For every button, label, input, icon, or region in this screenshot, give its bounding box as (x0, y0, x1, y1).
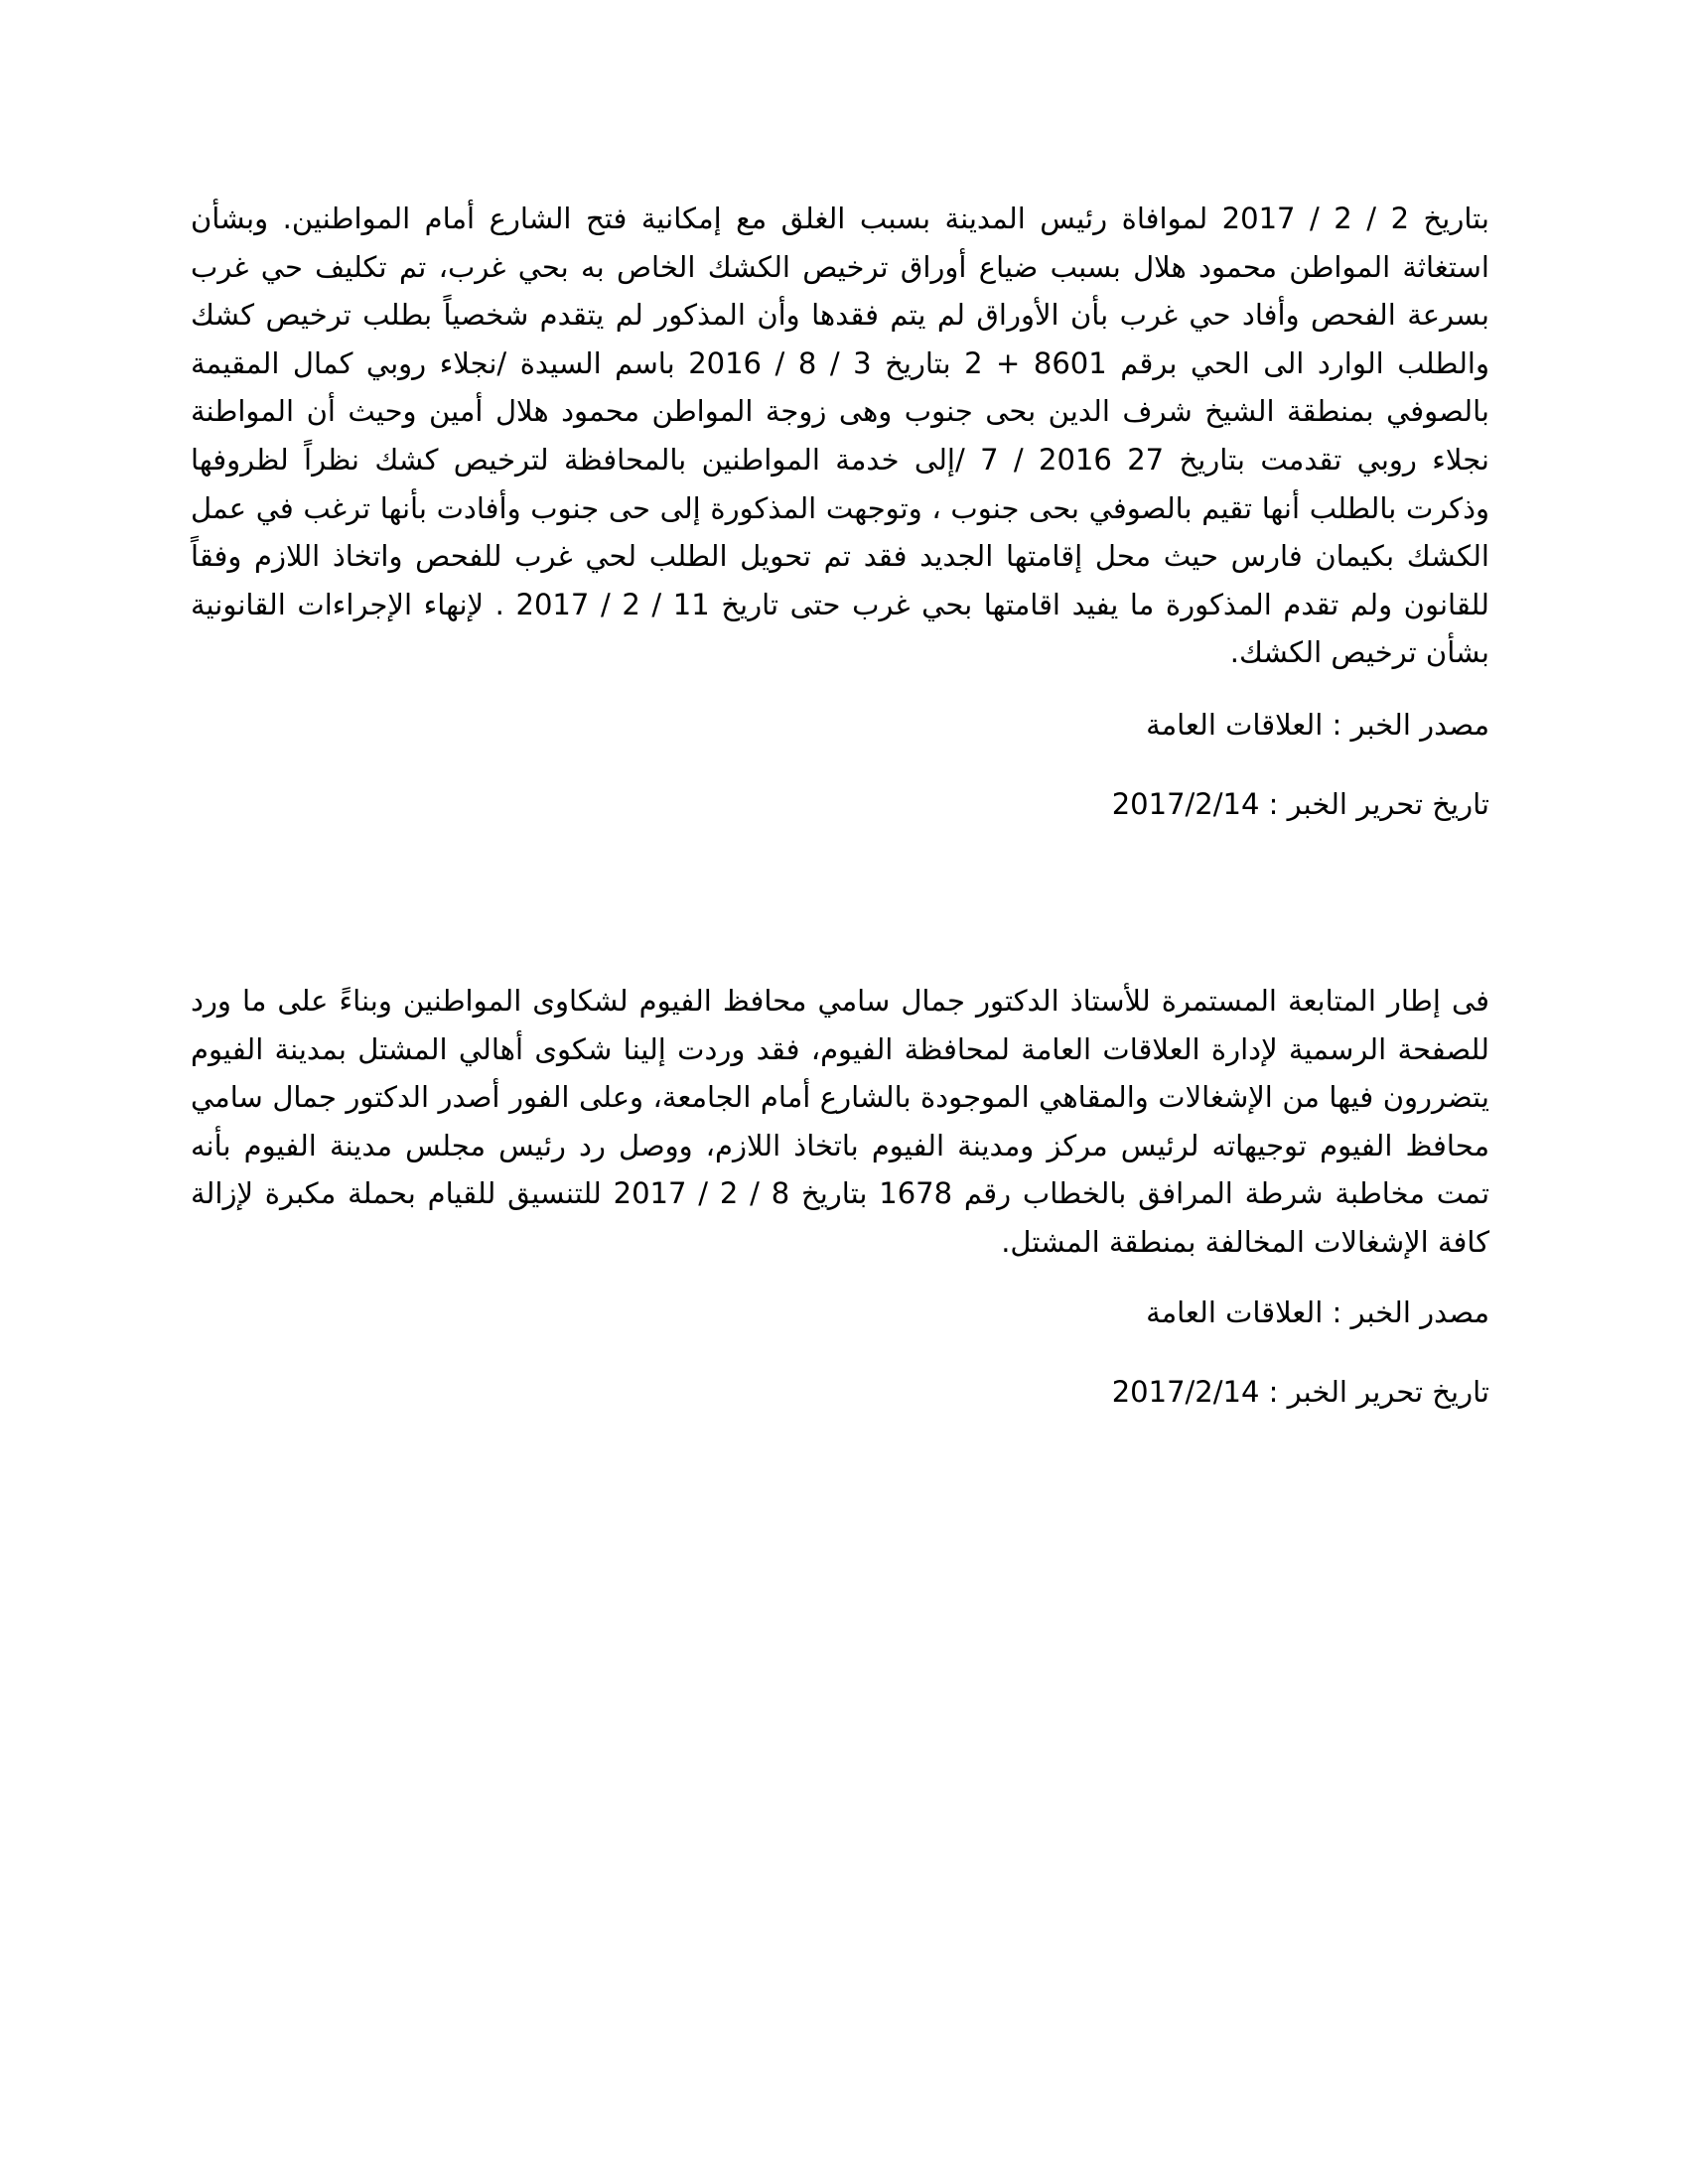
news-article-2 (191, 977, 1489, 1416)
news-source: مصدر الخبر : العلاقات العامة (1146, 707, 1489, 742)
news-source: مصدر الخبر : العلاقات العامة (1146, 1295, 1489, 1329)
article-body: فى إطار المتابعة المستمرة للأستاذ الدكتور جمال سامي محافظ الفيوم لشكاوى المواطنين وبناءً على ما ورد للصفحة الرسمية لإدارة العلاقات العامة لمحافظة الفيوم، فقد وردت إلينا شكوى أهالي المشتل بمدينة الفيوم يتضررون فيها من الإشغالات والمقاهي الموجودة بالشارع أمام الجامعة، وعلى الفور أصدر الدكتور جمال سامي محافظ الفيوم توجيهاته لرئيس مركز ومدينة الفيوم باتخاذ اللازم، ووصل رد رئيس مجلس مدينة الفيوم بأنه تمت مخاطبة شرطة المرافق بالخطاب رقم 1678 بتاريخ 8 / 2 / 2017 للتنسيق للقيام بحملة مكبرة لإزالة كافة الإشغالات المخالفة بمنطقة المشتل. (191, 984, 1490, 1259)
news-date: تاريخ تحرير الخبر : 2017/2/14 (1111, 1374, 1489, 1409)
article-body: بتاريخ 2 / 2 / 2017 لموافاة رئيس المدينة بسبب الغلق مع إمكانية فتح الشارع أمام المواطنين. وبشأن استغاثة المواطن محمود هلال بسبب ضياع أوراق ترخيص الكشك الخاص به بحي غرب، تم تكليف حي غرب بسرعة الفحص وأفاد حي غرب بأن الأوراق لم يتم فقدها وأن المذكور لم يتقدم شخصياً بطلب ترخيص كشك والطلب الوارد الى الحي برقم 8601 + 2 بتاريخ 3 / 8 / 2016 باسم السيدة /نجلاء روبي كمال المقيمة بالصوفي بمنطقة الشيخ شرف الدين بحى جنوب وهى زوجة المواطن محمود هلال أمين وحيث أن المواطنة نجلاء روبي تقدمت بتاريخ 27 2016 / 7 /إلى خدمة المواطنين بالمحافظة لترخيص كشك نظراً لظروفها وذكرت بالطلب أنها تقيم بالصوفي بحى جنوب ، وتوجهت المذكورة إلى حى جنوب وأفادت بأنها ترغب في عمل الكشك بكيمان فارس حيث محل إقامتها الجديد فقد تم تحويل الطلب لحي غرب للفحص واتخاذ اللازم وفقاً للقانون ولم تقدم المذكورة ما يفيد اقامتها بحي غرب حتى تاريخ 11 / 2 / 2017 . لإنهاء الإجراءات القانونية بشأن ترخيص الكشك. (191, 202, 1489, 670)
news-date: تاريخ تحرير الخبر : 2017/2/14 (1111, 786, 1489, 821)
news-article-1 (191, 195, 1489, 828)
